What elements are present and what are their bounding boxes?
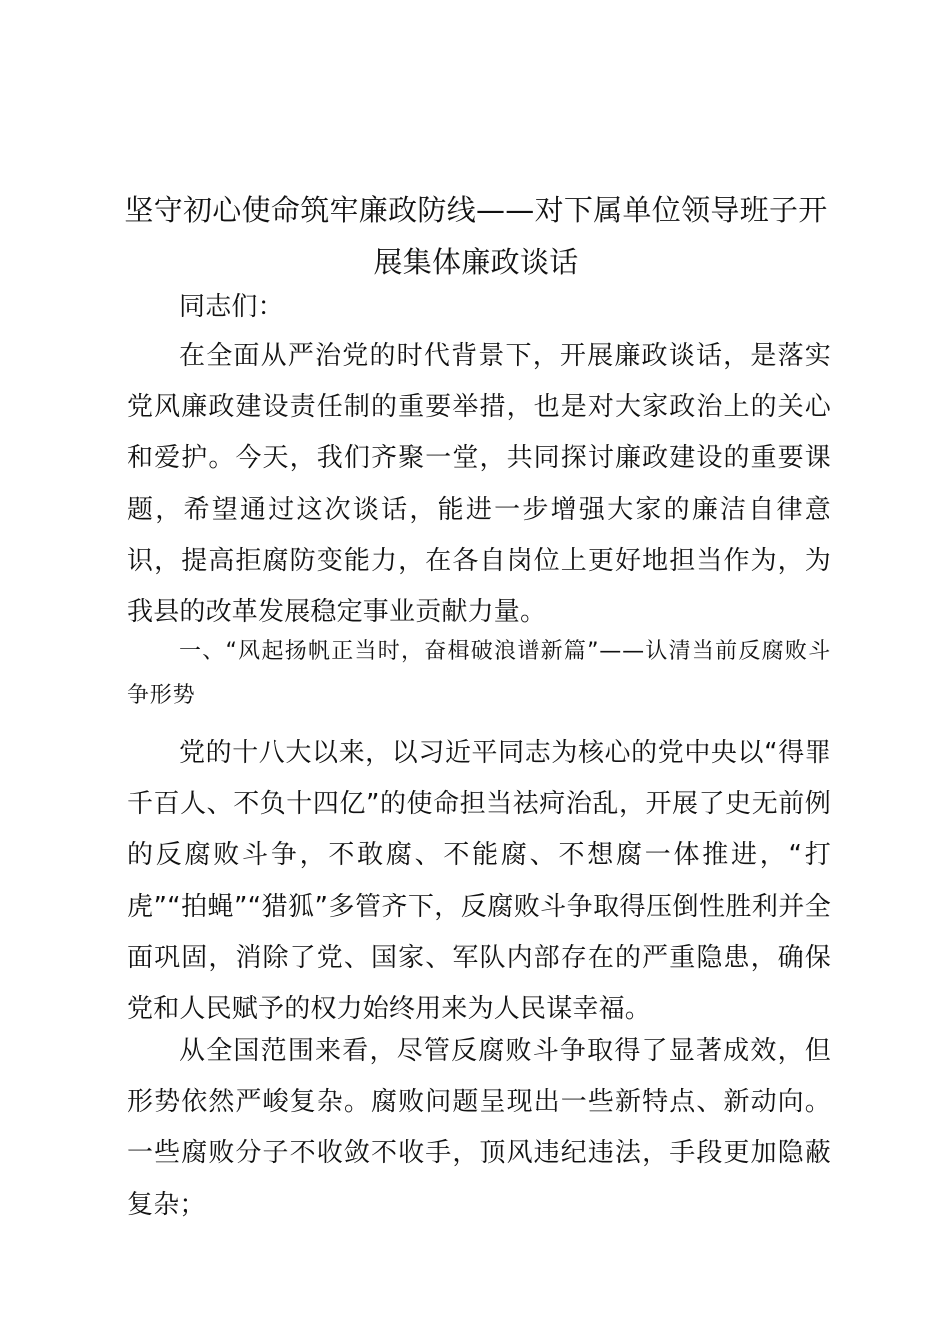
salutation: 同志们： xyxy=(179,292,284,322)
document-title: 坚守初心使命筑牢廉政防线——对下属单位领导班子开展集体廉政谈话 xyxy=(124,193,828,279)
paragraph-anticorruption-achievements: 党的十八大以来，以习近平同志为核心的党中央以“得罪千百人、不负十四亿”的使命担当祛疴治乱，开展了史无前例的反腐败斗争，不敢腐、不能腐、不想腐一体推进，“打虎”“拍蝇”“猎狐”多管齐下，反腐败斗争取得压倒性胜利并全面巩固，消除了党、国家、军队内部存在的严重隐患，确保党和人民赋予的权力始终用来为人民谋幸福。 xyxy=(127,738,831,1025)
paragraph-current-situation: 从全国范围来看，尽管反腐败斗争取得了显著成效，但形势依然严峻复杂。腐败问题呈现出一些新特点、新动向。一些腐败分子不收敛不收手，顶风违纪违法，手段更加隐蔽复杂； xyxy=(127,1036,831,1220)
paragraph-intro: 在全面从严治党的时代背景下，开展廉政谈话，是落实党风廉政建设责任制的重要举措，也是对大家政治上的关心和爱护。今天，我们齐聚一堂，共同探讨廉政建设的重要课题，希望通过这次谈话，能进一步增强大家的廉洁自律意识，提高拒腐防变能力，在各自岗位上更好地担当作为，为我县的改革发展稳定事业贡献力量。 xyxy=(127,341,831,628)
section-heading-1: 一、“风起扬帆正当时，奋楫破浪谱新篇”——认清当前反腐败斗争形势 xyxy=(127,639,831,708)
